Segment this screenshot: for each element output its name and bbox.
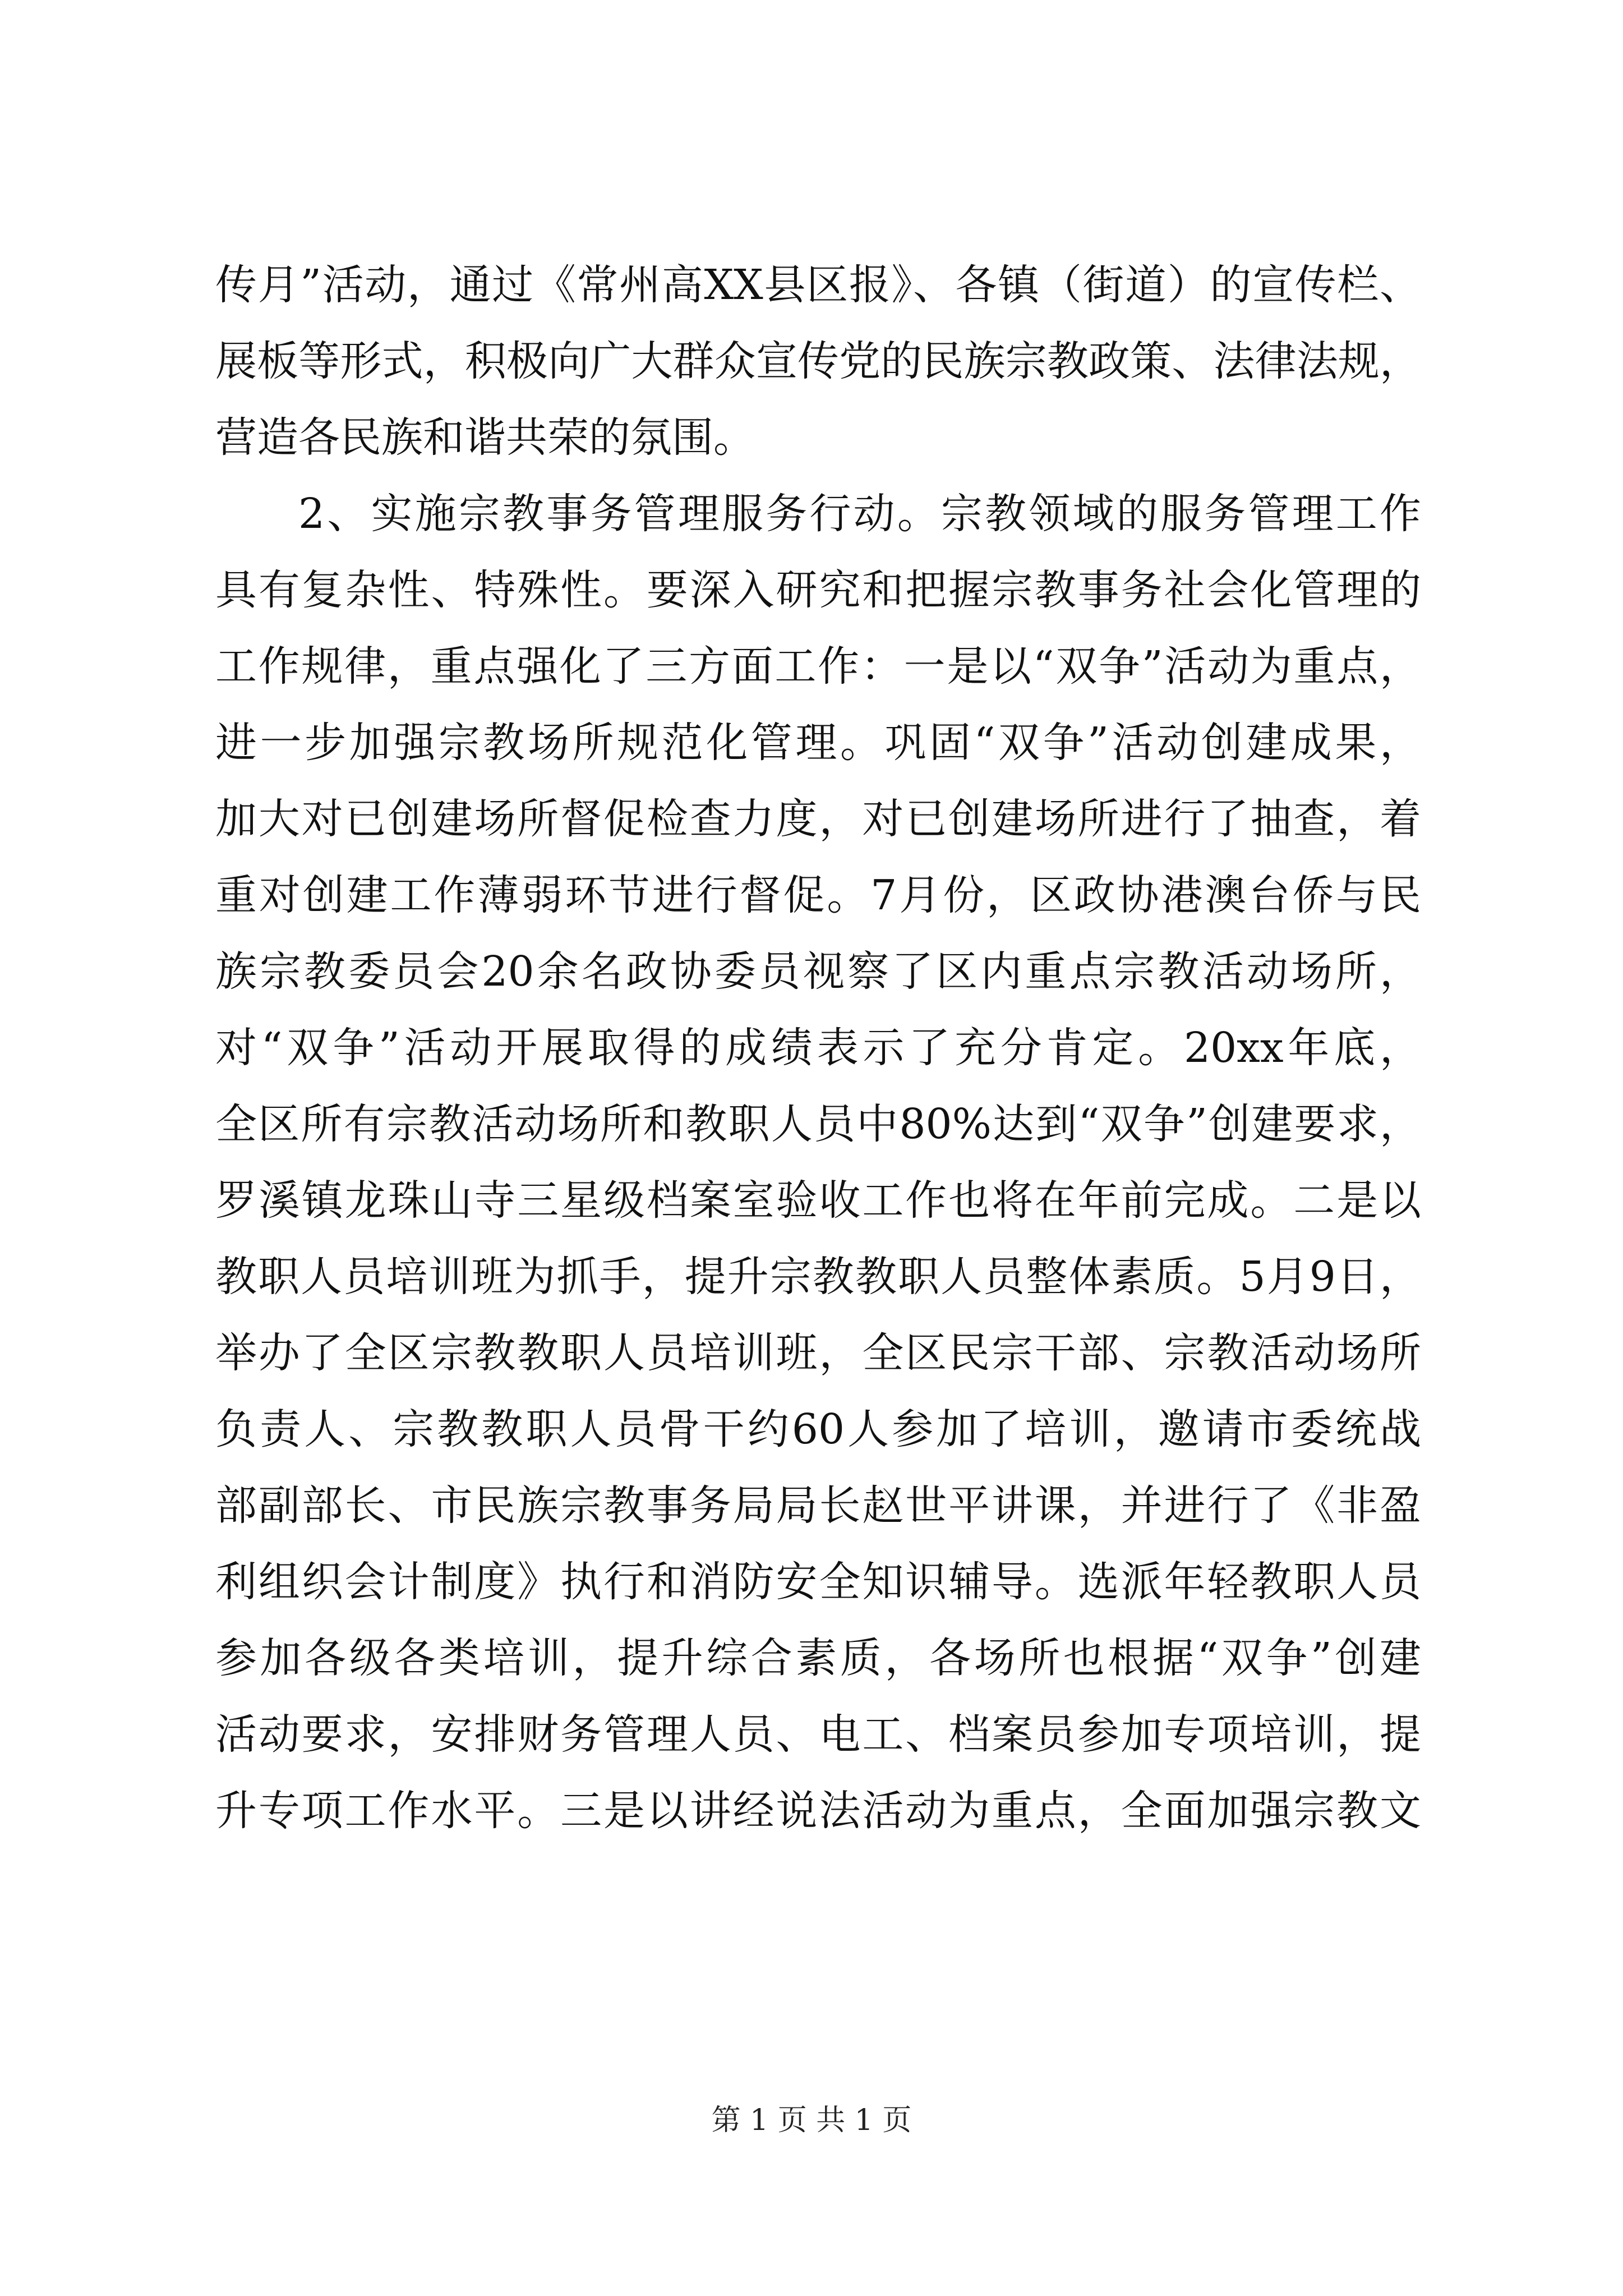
text-line: 2、实施宗教事务管理服务行动。宗教领域的服务管理工作 (298, 490, 1421, 538)
text-line: 教职人员培训班为抓手，提升宗教教职人员整体素质。5月9日， (215, 1253, 1421, 1301)
document-body (215, 247, 1421, 1849)
text-line: 加大对已创建场所督促检查力度，对已创建场所进行了抽查，着 (215, 795, 1421, 843)
text-line: 负责人、宗教教职人员骨干约60人参加了培训，邀请市委统战 (215, 1405, 1421, 1453)
page-footer (0, 2101, 1623, 2140)
text-line: 具有复杂性、特殊性。要深入研究和把握宗教事务社会化管理的 (215, 566, 1421, 614)
text-line: 活动要求，安排财务管理人员、电工、档案员参加专项培训，提 (215, 1710, 1421, 1759)
text-line: 工作规律，重点强化了三方面工作：一是以“双争”活动为重点， (215, 642, 1421, 691)
text-line: 部副部长、市民族宗教事务局局长赵世平讲课，并进行了《非盈 (215, 1481, 1421, 1530)
text-line: 传月”活动，通过《常州高XX县区报》、各镇（街道）的宣传栏、 (215, 261, 1421, 309)
text-line: 营造各民族和谐共荣的氛围。 (215, 413, 755, 462)
text-line: 全区所有宗教活动场所和教职人员中80%达到“双争”创建要求， (215, 1100, 1421, 1148)
text-line: 重对创建工作薄弱环节进行督促。7月份，区政协港澳台侨与民 (215, 871, 1421, 919)
text-line: 族宗教委员会20余名政协委员视察了区内重点宗教活动场所， (215, 947, 1421, 996)
text-line: 罗溪镇龙珠山寺三星级档案室验收工作也将在年前完成。二是以 (215, 1176, 1421, 1225)
page-number-label: 第 1 页 共 1 页 (711, 2104, 912, 2137)
text-line: 举办了全区宗教教职人员培训班，全区民宗干部、宗教活动场所 (215, 1329, 1421, 1377)
text-line: 对“双争”活动开展取得的成绩表示了充分肯定。20xx年底， (215, 1024, 1421, 1072)
text-line: 参加各级各类培训，提升综合素质，各场所也根据“双争”创建 (215, 1634, 1421, 1682)
text-line: 进一步加强宗教场所规范化管理。巩固“双争”活动创建成果， (215, 719, 1421, 767)
text-line: 展板等形式，积极向广大群众宣传党的民族宗教政策、法律法规， (215, 337, 1421, 385)
text-line: 升专项工作水平。三是以讲经说法活动为重点，全面加强宗教文 (215, 1787, 1421, 1835)
text-line: 利组织会计制度》执行和消防安全知识辅导。选派年轻教职人员 (215, 1558, 1421, 1606)
